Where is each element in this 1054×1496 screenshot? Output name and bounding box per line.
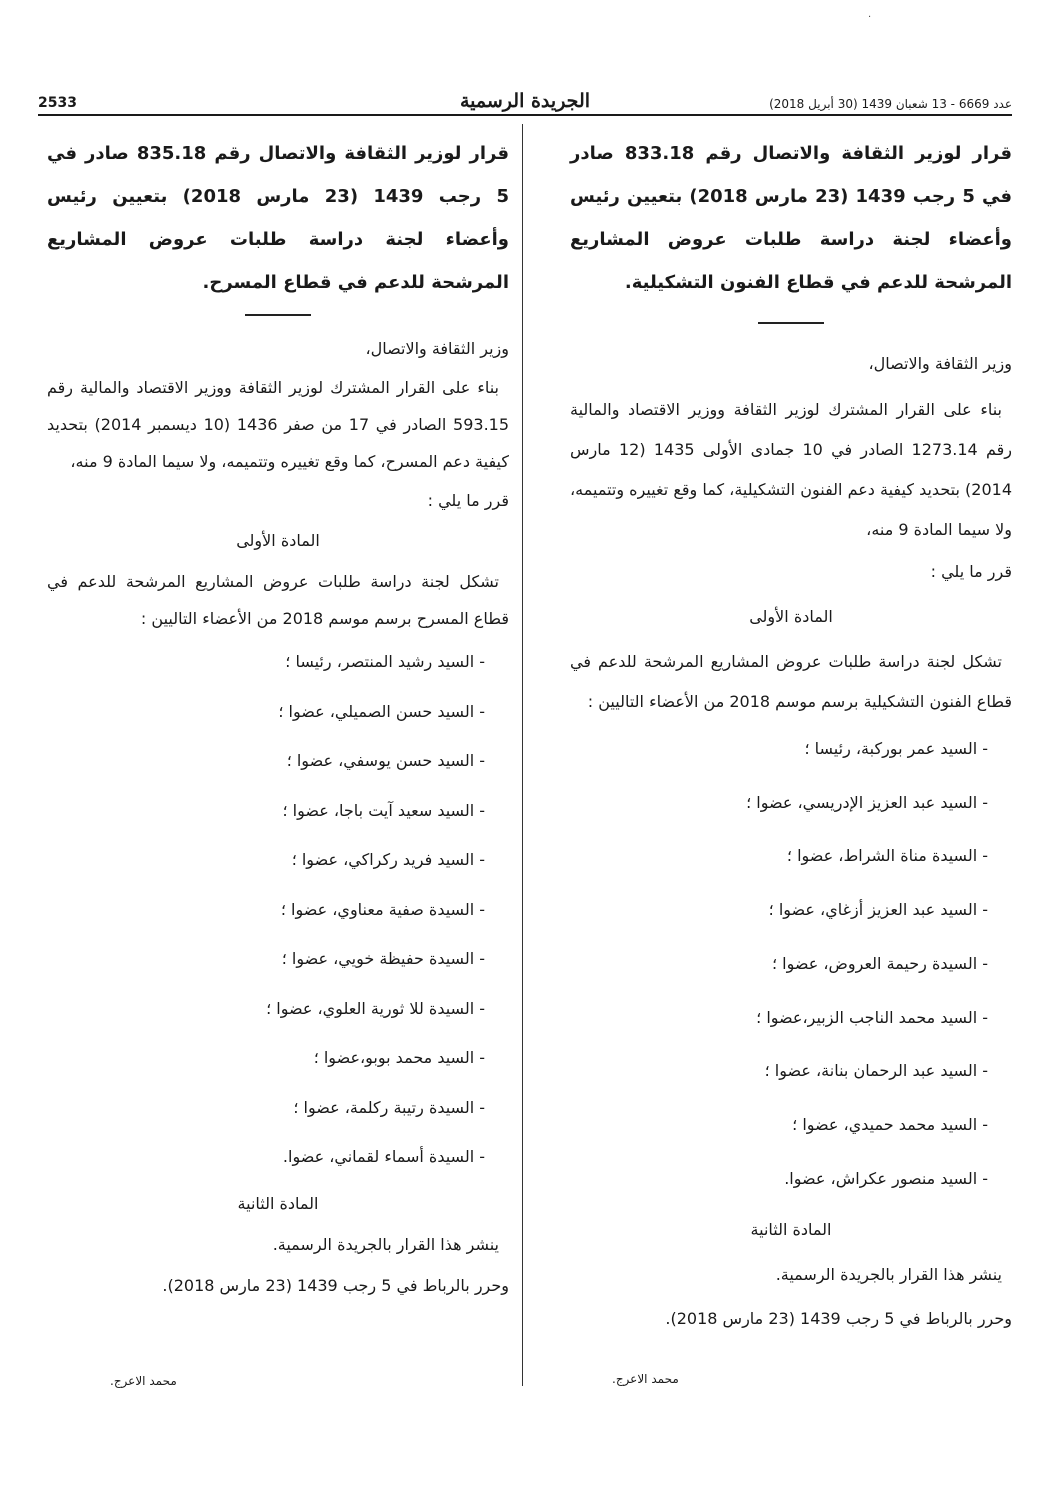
- article-1-text: تشكل لجنة دراسة طلبات عروض المشاريع المرشحة للدعم في قطاع الفنون التشكيلية برسم موسم 2018 من الأعضاء التاليين :: [570, 652, 1012, 711]
- member-item: - السيد رشيد المنتصر، رئيسا ؛: [285, 652, 485, 671]
- title-separator: [758, 322, 824, 324]
- member-item: - السيدة مناة الشراط، عضوا ؛: [786, 846, 988, 866]
- preamble: بناء على القرار المشترك لوزير الثقافة ووزير الاقتصاد والمالية رقم 1273.14 الصادر في 10 جمادى الأولى 1435 (12 مارس 2014) بتحديد كيفية دعم الفنون التشكيلية، كما وقع تغييره وتتميمه، ولا سيما المادة 9 منه،: [570, 400, 1012, 539]
- decided-line: قرر ما يلي :: [427, 491, 509, 510]
- gazette-title: الجريدة الرسمية: [459, 90, 591, 112]
- decree-835-column: [47, 132, 509, 1304]
- members-list: [47, 637, 509, 1182]
- column-divider: [522, 124, 523, 1386]
- article-2-heading: المادة الثانية: [750, 1220, 832, 1240]
- preamble: بناء على القرار المشترك لوزير الثقافة ووزير الاقتصاد والمالية رقم 593.15 الصادر في 17 من صفر 1436 (10 ديسمبر 2014) بتحديد كيفية دعم المسرح، كما وقع تغييره وتتميمه، ولا سيما المادة 9 منه،: [47, 378, 510, 471]
- member-item: - السيد منصور عكراش، عضوا.: [784, 1168, 988, 1188]
- signature-name: محمد الاعرج.: [612, 1372, 679, 1386]
- page-header: [38, 88, 1012, 116]
- member-item: - السيد فريد ركراكي، عضوا ؛: [291, 850, 485, 869]
- member-item: - السيدة حفيظة خويي، عضوا ؛: [281, 949, 485, 968]
- issue-date-line: وحرر بالرباط في 5 رجب 1439 (23 مارس 2018).: [162, 1275, 509, 1295]
- article-2-heading: المادة الثانية: [237, 1193, 319, 1213]
- member-item: - السيد عبد العزيز أزغاي، عضوا ؛: [768, 900, 988, 920]
- member-item: - السيد حسن الصميلي، عضوا ؛: [278, 701, 485, 721]
- decree-833-column: [570, 132, 1012, 1339]
- decree-title: قرار لوزير الثقافة والاتصال رقم 835.18 صادر في 5 رجب 1439 (23 مارس 2018) بتعيين رئيس وأعضاء لجنة دراسة طلبات عروض المشاريع المرشحة للدعم في قطاع المسرح.: [47, 143, 509, 293]
- issue-date-line: وحرر بالرباط في 5 رجب 1439 (23 مارس 2018).: [665, 1309, 1012, 1329]
- member-item: - السيد سعيد آيت باجا، عضوا ؛: [282, 800, 485, 820]
- member-item: - السيد عبد العزيز الإدريسي، عضوا ؛: [746, 792, 988, 812]
- issue-info: عدد 6669 - 13 شعبان 1439 (30 أبريل 2018): [769, 97, 1012, 111]
- minister-line: وزير الثقافة والاتصال،: [365, 339, 509, 358]
- member-item: - السيدة أسماء لقماني، عضوا.: [282, 1147, 485, 1166]
- page-number: 2533: [38, 95, 77, 111]
- member-item: - السيد محمد الناجب الزبير،عضوا ؛: [756, 1007, 988, 1027]
- member-item: - السيد عبد الرحمان بنانة، عضوا ؛: [764, 1061, 988, 1081]
- article-1-heading: المادة الأولى: [749, 607, 833, 626]
- signature-name: محمد الاعرج.: [110, 1374, 177, 1388]
- member-item: - السيد محمد حميدي، عضوا ؛: [792, 1114, 988, 1134]
- decided-line: قرر ما يلي :: [930, 562, 1012, 581]
- member-item: - السيدة صفية معناوي، عضوا ؛: [280, 899, 485, 919]
- minister-line: وزير الثقافة والاتصال،: [868, 354, 1012, 373]
- member-item: - السيد محمد بوبو،عضوا ؛: [313, 1048, 485, 1067]
- member-item: - السيد عمر بوركبة، رئيسا ؛: [804, 739, 988, 758]
- member-item: - السيدة رحيمة العروض، عضوا ؛: [772, 953, 988, 973]
- title-separator: [245, 314, 311, 316]
- member-item: - السيدة للا ثورية العلوي، عضوا ؛: [266, 998, 485, 1018]
- decree-title: قرار لوزير الثقافة والاتصال رقم 833.18 صادر في 5 رجب 1439 (23 مارس 2018) بتعيين رئيس وأعضاء لجنة دراسة طلبات عروض المشاريع المرشحة للدعم في قطاع الفنون التشكيلية.: [570, 143, 1012, 293]
- member-item: - السيد حسن يوسفي، عضوا ؛: [286, 751, 485, 770]
- article-1-heading: المادة الأولى: [236, 531, 320, 550]
- article-1-text: تشكل لجنة دراسة طلبات عروض المشاريع المرشحة للدعم في قطاع المسرح برسم موسم 2018 من الأعضاء التاليين :: [47, 572, 509, 628]
- article-2-text: ينشر هذا القرار بالجريدة الرسمية.: [775, 1265, 1002, 1285]
- scan-speck: ·: [868, 12, 872, 23]
- members-list: [570, 722, 1012, 1205]
- article-2-text: ينشر هذا القرار بالجريدة الرسمية.: [272, 1234, 499, 1254]
- member-item: - السيدة رتيبة ركلمة، عضوا ؛: [293, 1097, 485, 1117]
